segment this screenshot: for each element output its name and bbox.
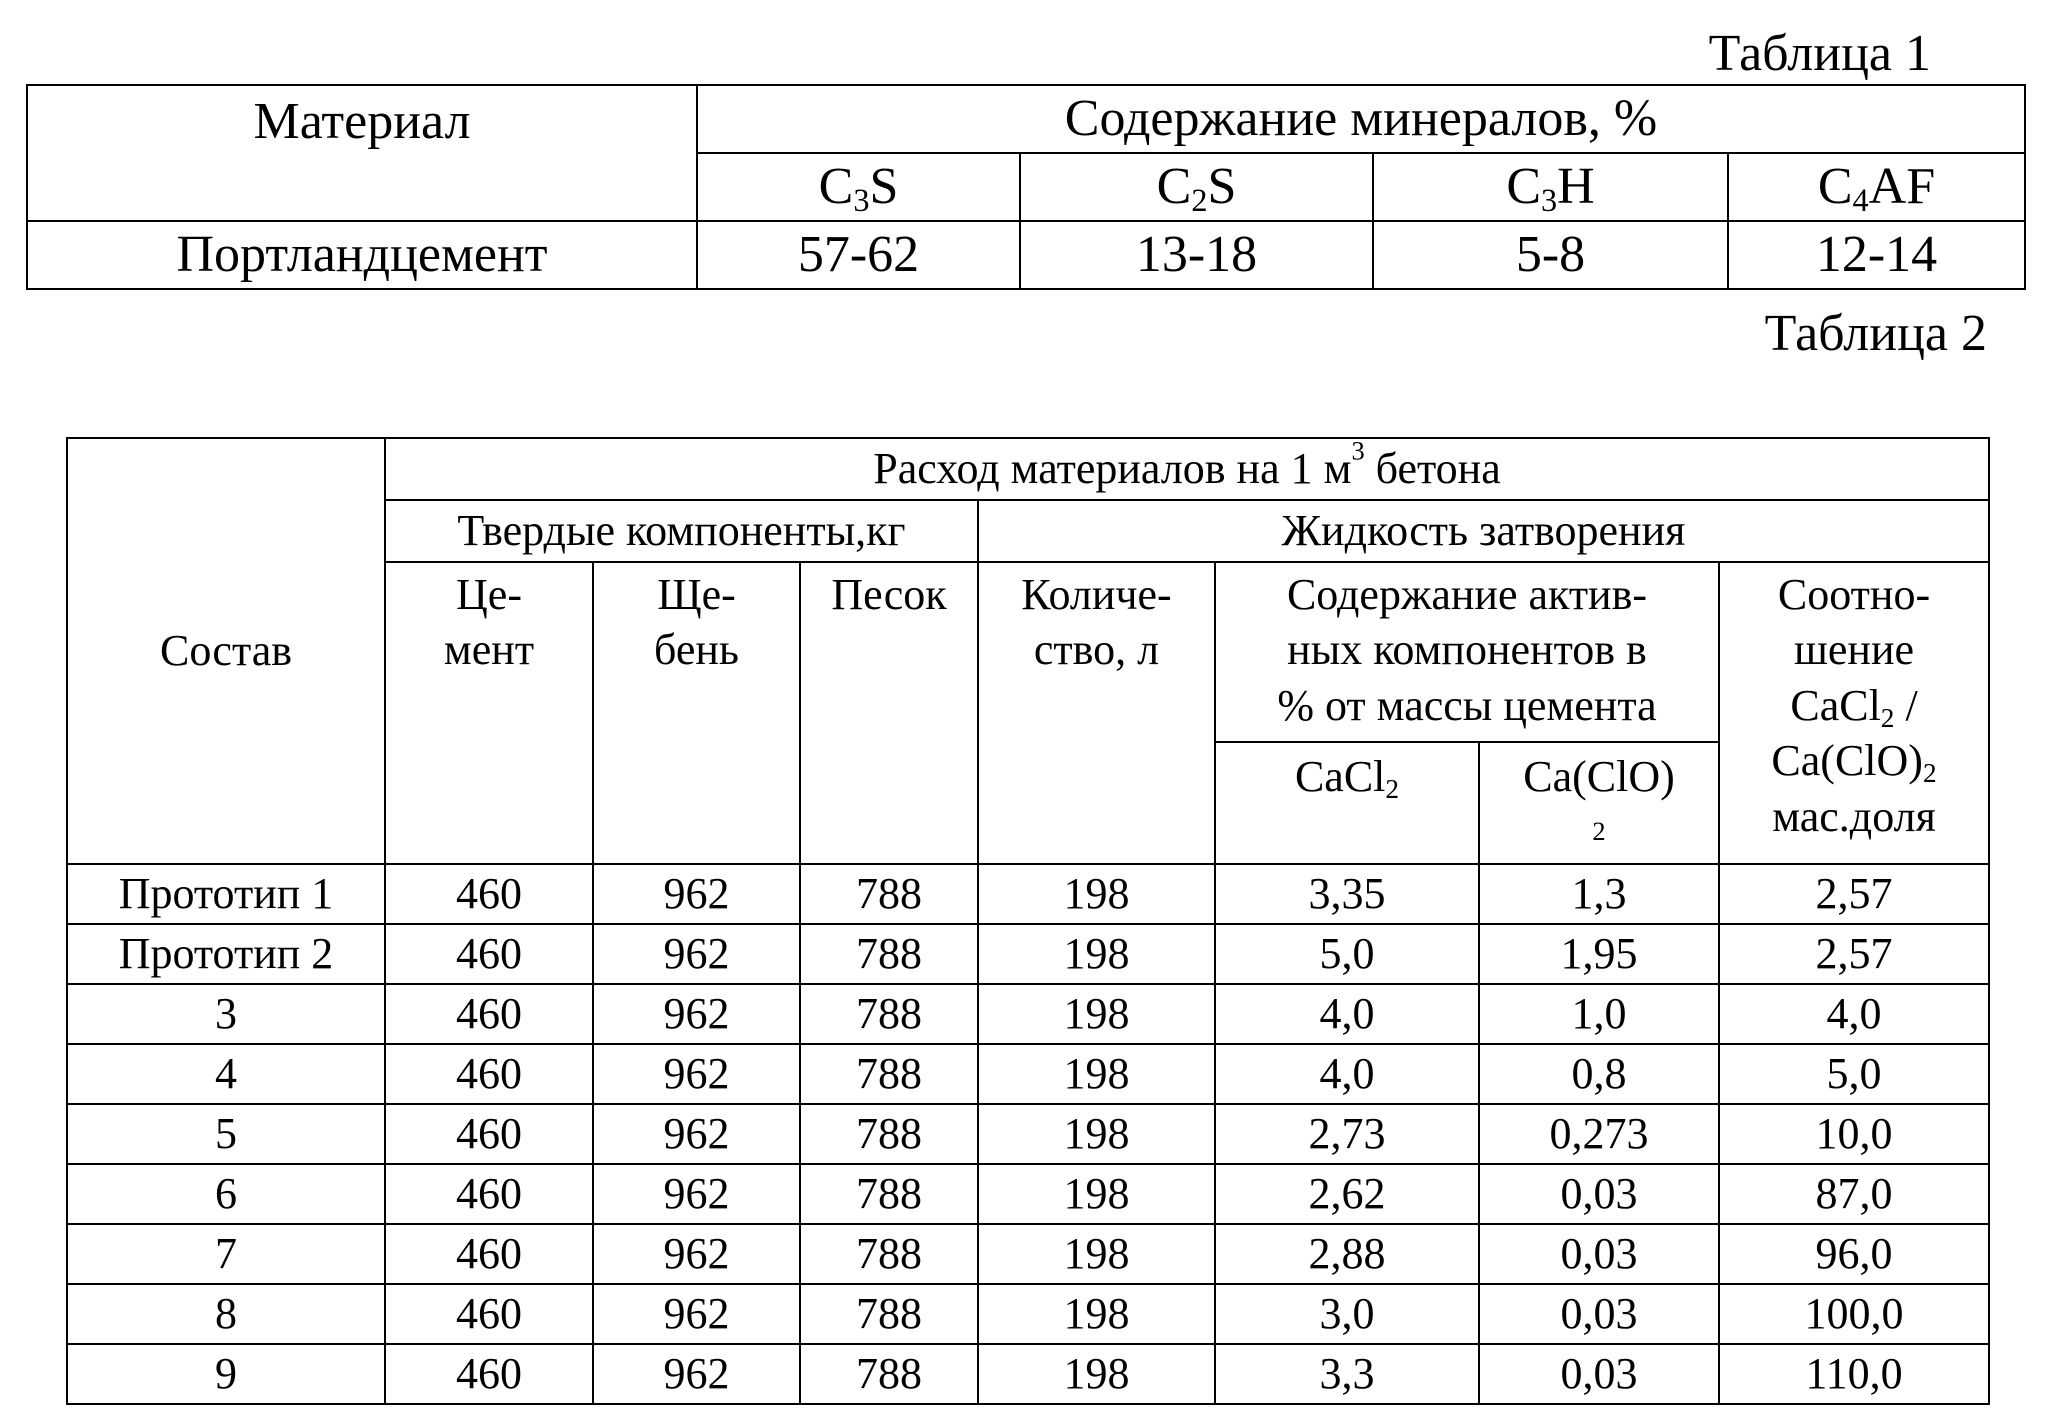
quantity-cell: 198 bbox=[978, 924, 1215, 984]
mineral-value-c4af: 12-14 bbox=[1728, 221, 2025, 289]
table-row bbox=[67, 1224, 1989, 1284]
sand-cell: 788 bbox=[800, 1344, 978, 1404]
caclo2-cell: 0,03 bbox=[1479, 1284, 1719, 1344]
material-cell: Портландцемент bbox=[27, 221, 697, 289]
sostav-cell: 4 bbox=[67, 1044, 385, 1104]
cement-cell: 460 bbox=[385, 924, 593, 984]
gravel-cell: 962 bbox=[593, 1224, 800, 1284]
concrete-composition-table bbox=[66, 437, 1990, 1405]
sand-cell: 788 bbox=[800, 1044, 978, 1104]
sostav-cell: 9 bbox=[67, 1344, 385, 1404]
caclo2-cell: 0,03 bbox=[1479, 1224, 1719, 1284]
cement-cell: 460 bbox=[385, 1104, 593, 1164]
quantity-cell: 198 bbox=[978, 864, 1215, 924]
minerals-table bbox=[26, 84, 2026, 290]
cacl2-cell: 3,35 bbox=[1215, 864, 1479, 924]
material-header: Материал bbox=[27, 85, 697, 221]
consumption-header: Расход материалов на 1 $м^3$ бетона bbox=[385, 438, 1989, 500]
mineral-value-c3h: 5-8 bbox=[1373, 221, 1728, 289]
cement-cell: 460 bbox=[385, 984, 593, 1044]
cement-cell: 460 bbox=[385, 1224, 593, 1284]
gravel-cell: 962 bbox=[593, 984, 800, 1044]
sand-cell: 788 bbox=[800, 1164, 978, 1224]
sostav-cell: 6 bbox=[67, 1164, 385, 1224]
caclo2-header: Ca(ClO) 2 bbox=[1479, 742, 1719, 864]
table2-caption: Таблица 2 bbox=[1764, 305, 1987, 362]
caclo2-cell: 0,273 bbox=[1479, 1104, 1719, 1164]
table1-caption: Таблица 1 bbox=[1708, 25, 1931, 82]
quantity-cell: 198 bbox=[978, 1044, 1215, 1104]
cacl2-cell: 2,88 bbox=[1215, 1224, 1479, 1284]
table-row bbox=[67, 864, 1989, 924]
cacl2-cell: 3,0 bbox=[1215, 1284, 1479, 1344]
gravel-cell: 962 bbox=[593, 864, 800, 924]
quantity-cell: 198 bbox=[978, 1224, 1215, 1284]
composition-rows bbox=[67, 864, 1989, 1404]
mixing-liquid-header: Жидкость затворения bbox=[978, 500, 1989, 562]
solid-components-header: Твердые компоненты,кг bbox=[385, 500, 978, 562]
gravel-cell: 962 bbox=[593, 1104, 800, 1164]
cement-cell: 460 bbox=[385, 1044, 593, 1104]
cacl2-cell: 4,0 bbox=[1215, 1044, 1479, 1104]
sostav-cell: Прототип 1 bbox=[67, 864, 385, 924]
table-row bbox=[67, 1284, 1989, 1344]
quantity-cell: 198 bbox=[978, 1104, 1215, 1164]
cacl2-header: CaCl$_2$ bbox=[1215, 742, 1479, 864]
quantity-cell: 198 bbox=[978, 984, 1215, 1044]
cement-cell: 460 bbox=[385, 864, 593, 924]
active-components-header: Содержание актив- ных компонентов в % от массы цемента bbox=[1215, 562, 1719, 742]
ratio-cell: 2,57 bbox=[1719, 924, 1989, 984]
caclo2-cell: 1,95 bbox=[1479, 924, 1719, 984]
quantity-cell: 198 bbox=[978, 1284, 1215, 1344]
cement-cell: 460 bbox=[385, 1164, 593, 1224]
sostav-cell: 7 bbox=[67, 1224, 385, 1284]
ratio-cell: 4,0 bbox=[1719, 984, 1989, 1044]
ratio-header: Соотно- шение CaCl$_2$ / $Ca(ClO)_2$ мас.доля bbox=[1719, 562, 1989, 864]
sand-header: Песок bbox=[800, 562, 978, 864]
caclo2-cell: 1,0 bbox=[1479, 984, 1719, 1044]
table-row bbox=[67, 1164, 1989, 1224]
ratio-cell: 110,0 bbox=[1719, 1344, 1989, 1404]
sand-cell: 788 bbox=[800, 1104, 978, 1164]
cacl2-cell: 2,62 bbox=[1215, 1164, 1479, 1224]
caclo2-cell: 0,03 bbox=[1479, 1164, 1719, 1224]
caclo2-cell: 0,03 bbox=[1479, 1344, 1719, 1404]
cacl2-cell: 5,0 bbox=[1215, 924, 1479, 984]
ratio-cell: 5,0 bbox=[1719, 1044, 1989, 1104]
gravel-cell: 962 bbox=[593, 924, 800, 984]
ratio-cell: 87,0 bbox=[1719, 1164, 1989, 1224]
mineral-value-c3s: 57-62 bbox=[697, 221, 1020, 289]
mineral-header-c2s: $C_2S$ bbox=[1020, 153, 1373, 221]
minerals-header: Содержание минералов, % bbox=[697, 85, 2025, 153]
sand-cell: 788 bbox=[800, 1284, 978, 1344]
sostav-cell: 8 bbox=[67, 1284, 385, 1344]
sostav-cell: Прототип 2 bbox=[67, 924, 385, 984]
ratio-cell: 2,57 bbox=[1719, 864, 1989, 924]
cement-cell: 460 bbox=[385, 1344, 593, 1404]
cacl2-cell: 4,0 bbox=[1215, 984, 1479, 1044]
quantity-header: Количе- ство, л bbox=[978, 562, 1215, 864]
gravel-cell: 962 bbox=[593, 1164, 800, 1224]
quantity-cell: 198 bbox=[978, 1164, 1215, 1224]
cement-header: Це- мент bbox=[385, 562, 593, 864]
caclo2-cell: 1,3 bbox=[1479, 864, 1719, 924]
caclo2-cell: 0,8 bbox=[1479, 1044, 1719, 1104]
table-row bbox=[67, 984, 1989, 1044]
mineral-header-c4af: $C_4AF$ bbox=[1728, 153, 2025, 221]
gravel-cell: 962 bbox=[593, 1044, 800, 1104]
ratio-cell: 10,0 bbox=[1719, 1104, 1989, 1164]
sand-cell: 788 bbox=[800, 924, 978, 984]
sand-cell: 788 bbox=[800, 864, 978, 924]
quantity-cell: 198 bbox=[978, 1344, 1215, 1404]
gravel-header: Ще- бень bbox=[593, 562, 800, 864]
sand-cell: 788 bbox=[800, 1224, 978, 1284]
sostav-cell: 5 bbox=[67, 1104, 385, 1164]
gravel-cell: 962 bbox=[593, 1284, 800, 1344]
gravel-cell: 962 bbox=[593, 1344, 800, 1404]
table-row bbox=[67, 924, 1989, 984]
cement-cell: 460 bbox=[385, 1284, 593, 1344]
cacl2-cell: 2,73 bbox=[1215, 1104, 1479, 1164]
cacl2-cell: 3,3 bbox=[1215, 1344, 1479, 1404]
table-row bbox=[67, 1104, 1989, 1164]
mineral-header-c3h: $C_3H$ bbox=[1373, 153, 1728, 221]
ratio-cell: 100,0 bbox=[1719, 1284, 1989, 1344]
table-row bbox=[67, 1044, 1989, 1104]
ratio-cell: 96,0 bbox=[1719, 1224, 1989, 1284]
sostav-header: Состав bbox=[67, 438, 385, 864]
sand-cell: 788 bbox=[800, 984, 978, 1044]
mineral-header-c3s: $C_3S$ bbox=[697, 153, 1020, 221]
table-row bbox=[67, 1344, 1989, 1404]
mineral-value-c2s: 13-18 bbox=[1020, 221, 1373, 289]
sostav-cell: 3 bbox=[67, 984, 385, 1044]
